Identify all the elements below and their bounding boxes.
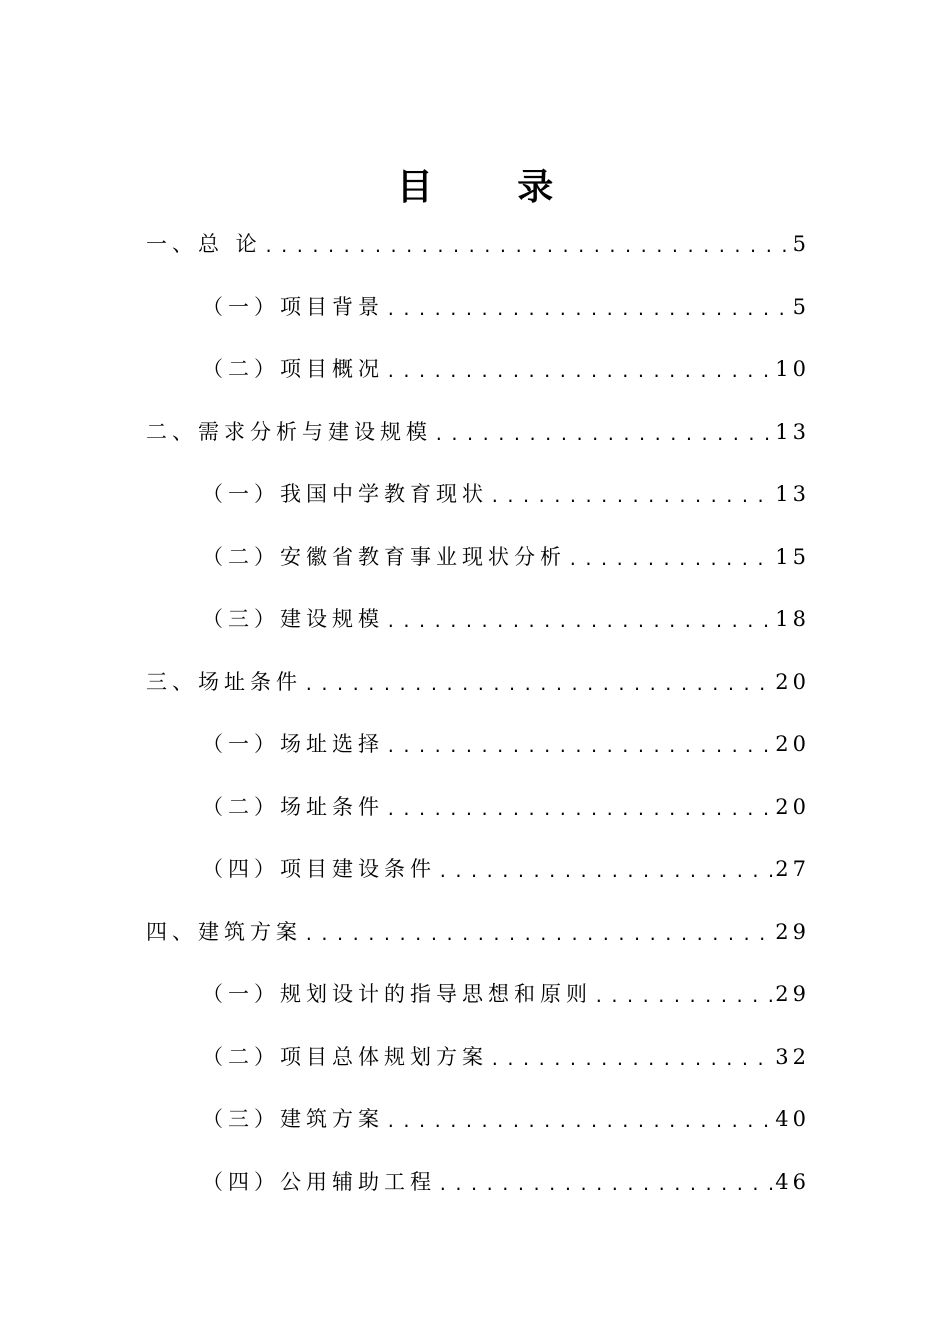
toc-entry-label: （一）规划设计的指导思想和原则 xyxy=(202,982,592,1006)
toc-page-number: 20 xyxy=(775,795,810,819)
toc-entry-chapter[interactable] xyxy=(146,412,810,452)
toc-entry-section[interactable] xyxy=(202,474,810,514)
toc-entry-section[interactable] xyxy=(202,287,810,327)
toc-page-number: 15 xyxy=(775,545,810,569)
toc-entry-section[interactable] xyxy=(202,1099,810,1139)
toc-page-number: 18 xyxy=(775,607,810,631)
toc-page-number: 13 xyxy=(775,482,810,506)
toc-entry-label: （三）建设规模 xyxy=(202,607,384,631)
toc-dot-leader xyxy=(386,355,773,389)
toc-dot-leader xyxy=(568,543,773,577)
toc-dot-leader xyxy=(490,480,773,514)
toc-dot-leader xyxy=(386,793,773,827)
toc-entry-section[interactable] xyxy=(202,724,810,764)
toc-dot-leader xyxy=(386,293,791,327)
toc-dot-leader xyxy=(386,730,773,764)
toc-entry-section[interactable] xyxy=(202,1037,810,1077)
toc-entry-label: （三）建筑方案 xyxy=(202,1107,384,1131)
toc-entry-section[interactable] xyxy=(202,1162,810,1202)
toc-page-number: 5 xyxy=(792,295,810,319)
toc-title: 目 录 xyxy=(396,167,590,208)
toc-entry-label: （二）项目概况 xyxy=(202,357,384,381)
toc-entry-label: 二、需求分析与建设规模 xyxy=(146,420,432,444)
toc-page-number: 29 xyxy=(775,920,810,944)
toc-page-number: 46 xyxy=(775,1170,810,1194)
toc-entry-label: （一）项目背景 xyxy=(202,295,384,319)
toc-dot-leader xyxy=(304,918,773,952)
toc-entry-section[interactable] xyxy=(202,787,810,827)
toc-entry-label: 三、场址条件 xyxy=(146,670,302,694)
toc-page-number: 20 xyxy=(775,670,810,694)
toc-dot-leader xyxy=(304,668,773,702)
toc-entry-label: （一）我国中学教育现状 xyxy=(202,482,488,506)
toc-entry-section[interactable] xyxy=(202,599,810,639)
toc-entry-label: （一）场址选择 xyxy=(202,732,384,756)
toc-page-number: 32 xyxy=(775,1045,810,1069)
toc-page-number: 27 xyxy=(775,857,810,881)
toc-entry-chapter[interactable] xyxy=(146,912,810,952)
toc-entry-label: （二）场址条件 xyxy=(202,795,384,819)
toc-entry-section[interactable] xyxy=(202,349,810,389)
toc-page-number: 29 xyxy=(775,982,810,1006)
toc-dot-leader xyxy=(434,418,773,452)
toc-entry-label: （二）项目总体规划方案 xyxy=(202,1045,488,1069)
toc-entry-chapter[interactable] xyxy=(146,224,810,264)
toc-dot-leader xyxy=(594,980,773,1014)
toc-entry-label: （二）安徽省教育事业现状分析 xyxy=(202,545,566,569)
toc-dot-leader xyxy=(264,230,791,264)
toc-dot-leader xyxy=(386,605,773,639)
toc-entry-section[interactable] xyxy=(202,849,810,889)
toc-entry-label: 一、总 论 xyxy=(146,232,262,256)
toc-page-number: 5 xyxy=(792,232,810,256)
toc-entry-label: （四）项目建设条件 xyxy=(202,857,436,881)
toc-dot-leader xyxy=(490,1043,773,1077)
toc-entry-label: （四）公用辅助工程 xyxy=(202,1170,436,1194)
toc-entry-chapter[interactable] xyxy=(146,662,810,702)
toc-dot-leader xyxy=(438,855,773,889)
toc-dot-leader xyxy=(386,1105,773,1139)
toc-dot-leader xyxy=(438,1168,773,1202)
toc-page-number: 20 xyxy=(775,732,810,756)
toc-entry-section[interactable] xyxy=(202,537,810,577)
toc-page-number: 40 xyxy=(775,1107,810,1131)
toc-entry-label: 四、建筑方案 xyxy=(146,920,302,944)
toc-page-number: 10 xyxy=(775,357,810,381)
toc-page-number: 13 xyxy=(775,420,810,444)
toc-entry-section[interactable] xyxy=(202,974,810,1014)
